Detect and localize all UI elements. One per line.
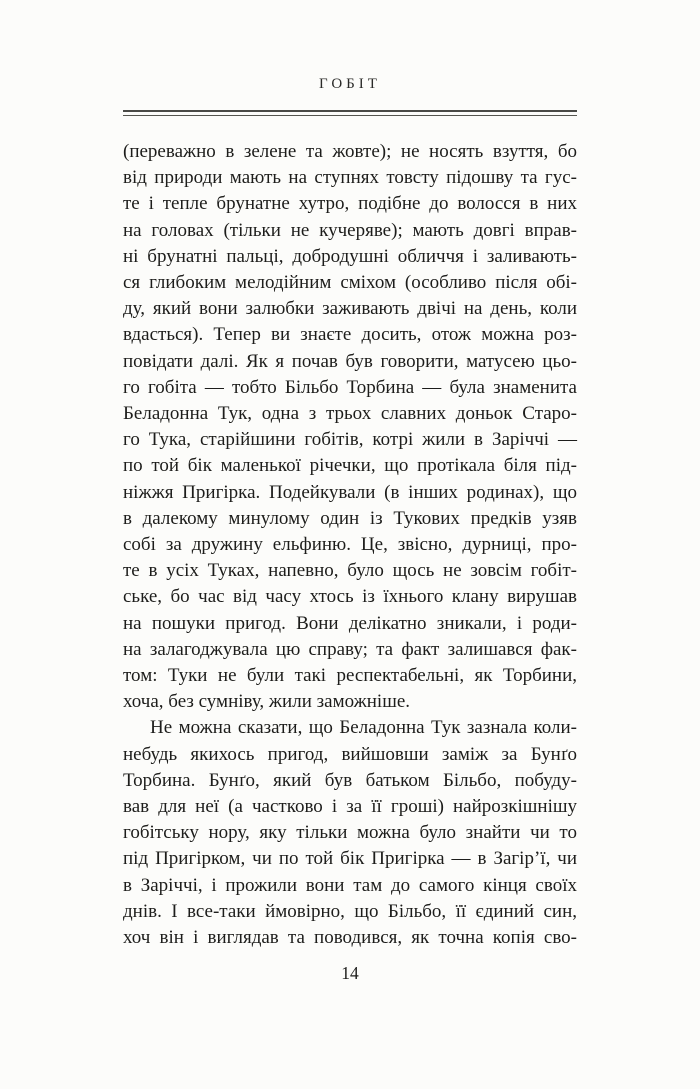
text-line: під Пригірком, чи по той бік Пригірка — в Загір’ї, чи xyxy=(123,848,577,870)
text-line: небудь якихось пригод, вийшовши заміж за Бунґо xyxy=(123,743,577,765)
text-line: повідати далі. Як я почав був говорити, матусею цьо- xyxy=(123,350,577,372)
text-line: по той бік маленької річечки, що протікала біля під- xyxy=(123,455,577,477)
text-line: на пошуки пригод. Вони делікатно зникали, і роди- xyxy=(123,612,577,634)
text-line: хоч він і виглядав та поводився, як точна копія сво- xyxy=(123,927,577,949)
text-line: на залагоджувала цю справу; та факт залишався фак- xyxy=(123,638,577,660)
paragraph xyxy=(123,715,577,951)
page-number: 14 xyxy=(341,963,359,983)
text-line: ся глибоким мелодійним сміхом (особливо після обі- xyxy=(123,272,577,294)
text-line: хоча, без сумніву, жили заможніше. xyxy=(123,691,411,713)
text-line: ду, який вони залюбки заживають двічі на день, коли xyxy=(123,298,577,320)
text-line: ніжжя Пригірка. Подейкували (в інших родинах), що xyxy=(123,481,577,503)
text-line: Торбина. Бунґо, який був батьком Більбо, побуду- xyxy=(123,769,577,791)
text-line: ні брунатні пальці, добродушні обличчя і заливають- xyxy=(123,245,577,267)
text-line: те і тепле брунатне хутро, подібне до волосся в них xyxy=(123,193,577,215)
text-line: на головах (тільки не кучеряве); мають довгі вправ- xyxy=(123,219,577,241)
text-line: го гобіта — тобто Більбо Торбина — була знаменита xyxy=(123,376,577,398)
text-line: Не можна сказати, що Беладонна Тук зазнала коли- xyxy=(150,717,577,739)
text-line: Беладонна Тук, одна з трьох славних доньок Старо- xyxy=(123,403,577,425)
text-line: вав для неї (а частково і за її гроші) найрозкішнішу xyxy=(123,796,577,818)
text-line: від природи мають на ступнях товсту підошву та гус- xyxy=(123,167,577,189)
text-line: те в усіх Туках, напевно, було щось не зовсім гобіт- xyxy=(123,560,577,582)
text-line: гобітську нору, яку тільки можна було знайти чи то xyxy=(123,822,577,844)
body-text xyxy=(123,139,577,951)
running-head-title: ГОБІТ xyxy=(319,76,381,92)
text-line: в далекому минулому один із Тукових предків узяв xyxy=(123,507,577,529)
text-line: том: Туки не були такі респектабельні, як Торбини, xyxy=(123,665,577,687)
paragraph xyxy=(123,139,577,715)
decorative-rule xyxy=(123,110,577,116)
text-line: го Тука, старійшини гобітів, котрі жили в Заріччі — xyxy=(123,429,577,451)
text-line: (переважно в зелене та жовте); не носять взуття, бо xyxy=(123,141,577,162)
text-line: днів. І все-таки ймовірно, що Більбо, її єдиний син, xyxy=(123,900,577,922)
text-line: в Заріччі, і прожили вони там до самого кінця своїх xyxy=(123,874,577,896)
text-line: вдасться). Тепер ви знаєте досить, отож можна роз- xyxy=(123,324,577,346)
text-line: собі за дружину ельфиню. Це, звісно, дурниці, про- xyxy=(123,534,577,556)
text-line: ське, бо час від часу хтось із їхнього клану вирушав xyxy=(123,586,577,608)
